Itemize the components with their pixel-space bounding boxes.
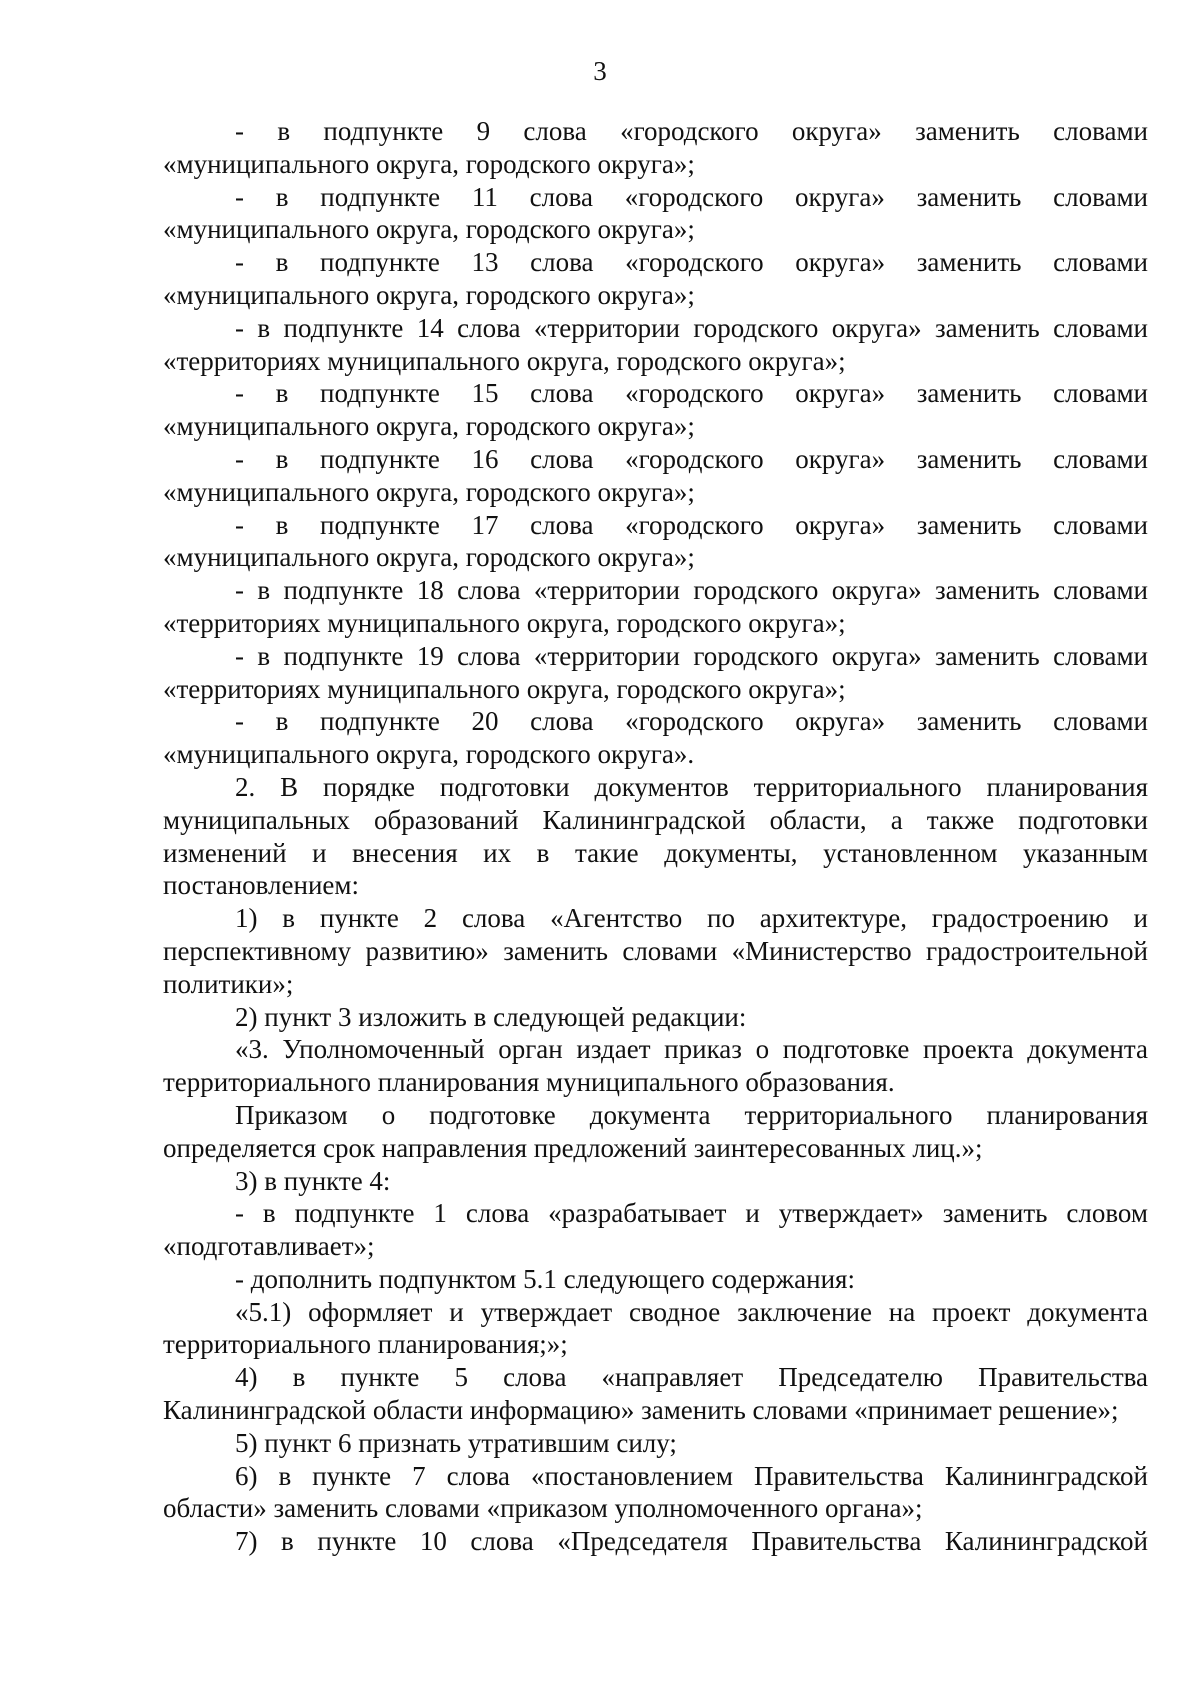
amendment-line: «муниципального округа, городского округа». [163, 739, 695, 770]
section-paragraph: 4) в пункте 5 слова «направляет Председателю Правительства Калининградской области информацию» заменить словами «принимает решение»; [163, 1362, 1148, 1426]
amendment-line: «муниципального округа, городского округа»; [163, 542, 695, 573]
amendment-line: - в подпункте 20 слова «городского округа» заменить словами [235, 706, 1148, 737]
amendment-line: «муниципального округа, городского округа»; [163, 148, 695, 179]
section-paragraph: 5) пункт 6 признать утратившим силу; [235, 1427, 677, 1458]
section-paragraph: 2) пункт 3 изложить в следующей редакции: [235, 1001, 747, 1032]
amendment-line: «муниципального округа, городского округа»; [163, 411, 695, 442]
section-paragraph: «5.1) оформляет и утверждает сводное заключение на проект документа территориального планирования;»; [163, 1296, 1148, 1360]
amendment-line: - в подпункте 15 слова «городского округа» заменить словами [235, 378, 1148, 409]
amendment-item [163, 509, 1148, 575]
amendment-line: - в подпункте 16 слова «городского округа» заменить словами [235, 443, 1148, 474]
amendment-line: - в подпункте 18 слова «территории городского округа» заменить словами [235, 575, 1148, 606]
amendment-item [163, 443, 1148, 509]
amendment-line: «муниципального округа, городского округа»; [163, 279, 695, 310]
amendment-line: - в подпункте 11 слова «городского округа» заменить словами [235, 181, 1148, 212]
amendment-line: - в подпункте 17 слова «городского округа» заменить словами [235, 509, 1148, 540]
section-paragraph: 6) в пункте 7 слова «постановлением Правительства Калининградской области» заменить словами «приказом уполномоченного органа»; [163, 1460, 1148, 1524]
section-paragraph: 3) в пункте 4: [235, 1165, 391, 1196]
section-paragraph: «3. Уполномоченный орган издает приказ о подготовке проекта документа территориального планирования муниципального образования. [163, 1034, 1148, 1098]
section-paragraph-line: 7) в пункте 10 слова «Председателя Правительства Калининградской [235, 1526, 1148, 1557]
amendment-line: - в подпункте 9 слова «городского округа» заменить словами [235, 116, 1148, 146]
amendment-line: - в подпункте 13 слова «городского округа» заменить словами [235, 247, 1148, 278]
document-body [163, 115, 1148, 1558]
section-paragraph: - в подпункте 1 слова «разрабатывает и утверждает» заменить словом «подготавливает»; [163, 1198, 1148, 1262]
section-paragraph: Приказом о подготовке документа территориального планирования определяется срок направления предложений заинтересованных лиц.»; [163, 1099, 1148, 1163]
amendment-line: «муниципального округа, городского округа»; [163, 214, 695, 245]
amendment-item [163, 181, 1148, 247]
amendment-item [163, 312, 1148, 378]
section-paragraph-continued [163, 1525, 1148, 1558]
section-paragraph: 2. В порядке подготовки документов территориального планирования муниципальных образований Калининградской области, а также подготовки изменений и внесения их в такие документы, установленном указанным постановлением: [163, 771, 1148, 901]
amendment-item [163, 640, 1148, 706]
amendment-item [163, 574, 1148, 640]
amendment-line: «территориях муниципального округа, городского округа»; [163, 345, 846, 376]
amendment-item [163, 246, 1148, 312]
amendment-item [163, 705, 1148, 771]
section-paragraph: 1) в пункте 2 слова «Агентство по архитектуре, градостроению и перспективному развитию» заменить словами «Министерство градостроительной политики»; [163, 903, 1148, 999]
amendment-line: - в подпункте 14 слова «территории городского округа» заменить словами [235, 312, 1148, 343]
page-number: 3 [593, 56, 607, 86]
amendment-item [163, 377, 1148, 443]
amendment-line: - в подпункте 19 слова «территории городского округа» заменить словами [235, 640, 1148, 671]
amendment-item [163, 115, 1148, 181]
amendment-line: «территориях муниципального округа, городского округа»; [163, 607, 846, 638]
section-paragraph: - дополнить подпунктом 5.1 следующего содержания: [235, 1263, 855, 1294]
amendment-line: «территориях муниципального округа, городского округа»; [163, 673, 846, 704]
amendment-line: «муниципального округа, городского округа»; [163, 476, 695, 507]
